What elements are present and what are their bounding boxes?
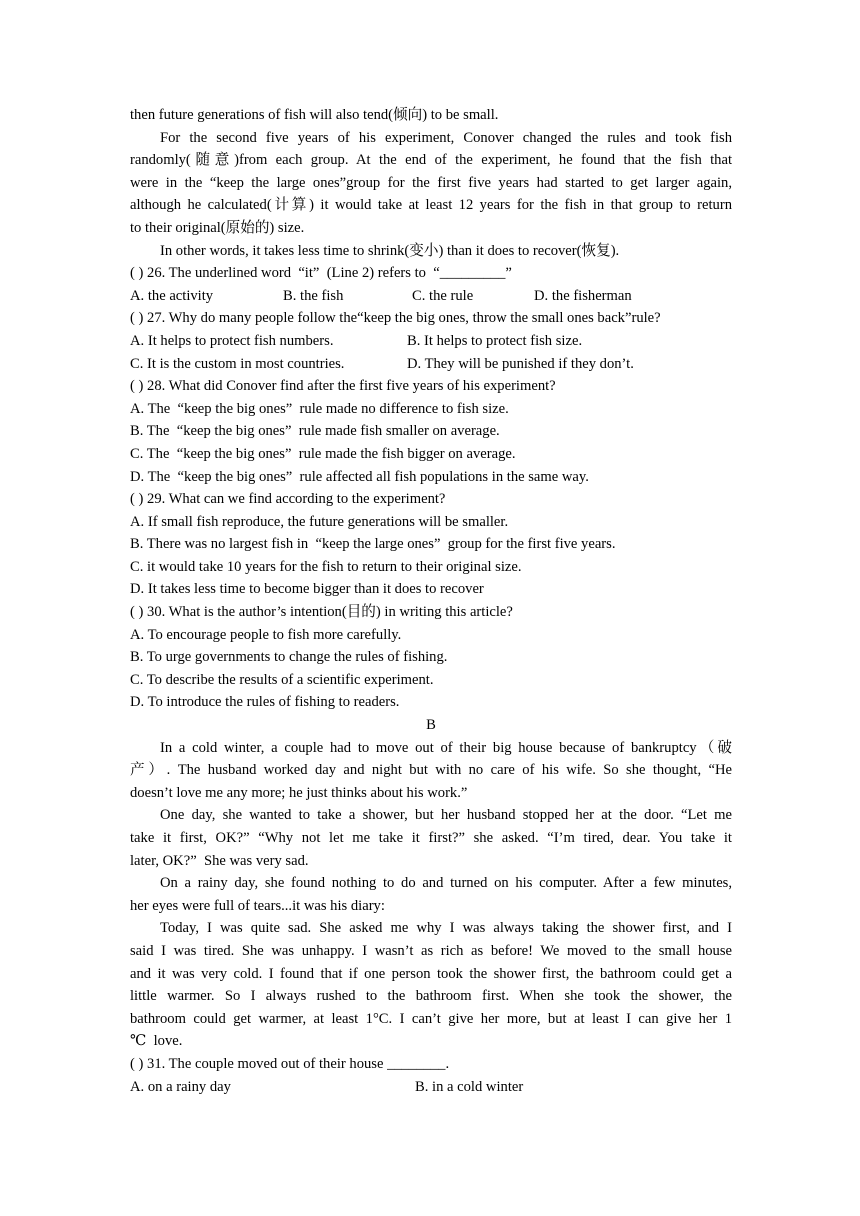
passage-line: were in the “keep the large ones”group for the first five years had started to get larger again,	[130, 174, 732, 191]
passage-line: little warmer. So I always rushed to the bathroom first. When she took the shower, the	[130, 988, 732, 1005]
options-26	[130, 285, 732, 308]
passage-line: randomly(随意)from each group. At the end of the experiment, he found that the fish that	[130, 152, 732, 169]
passage-line: In a cold winter, a couple had to move out of their big house because of bankruptcy（破	[160, 739, 732, 756]
option-b: B. in a cold winter	[415, 1078, 524, 1095]
option-c: C. To describe the results of a scientific experiment.	[130, 671, 434, 688]
passage-line: In other words, it takes less time to shrink(变小) than it does to recover(恢复).	[160, 242, 620, 259]
option-d: D. To introduce the rules of fishing to readers.	[130, 694, 400, 711]
options-31	[130, 1076, 732, 1099]
passage-line: Today, I was quite sad. She asked me why I was always taking the shower first, and I	[160, 920, 732, 937]
passage-line: 产）. The husband worked day and night but with no care of his wife. So she thought, “He	[130, 762, 732, 779]
passage-line: to their original(原始的) size.	[130, 219, 305, 236]
option-d: D. It takes less time to become bigger than it does to recover	[130, 581, 484, 598]
option-a: A. If small fish reproduce, the future generations will be smaller.	[130, 513, 509, 530]
passage-line: On a rainy day, she found nothing to do and turned on his computer. After a few minutes,	[160, 875, 732, 892]
option-b: B. To urge governments to change the rules of fishing.	[130, 649, 448, 666]
option-a: A. It helps to protect fish numbers.	[130, 332, 334, 349]
option-c: C. it would take 10 years for the fish to return to their original size.	[130, 558, 522, 575]
option-d: D. They will be punished if they don’t.	[407, 355, 634, 372]
options-27-row-2	[130, 353, 732, 376]
question-stem-27: ( ) 27. Why do many people follow the“keep the big ones, throw the small ones back”rule?	[130, 310, 661, 327]
passage-line: then future generations of fish will also tend(倾向) to be small.	[130, 107, 499, 123]
passage-line: although he calculated(计算) it would take at least 12 years for the fish in that group to return	[130, 197, 732, 214]
option-c: C. The “keep the big ones” rule made the fish bigger on average.	[130, 445, 516, 462]
option-a: A. the activity	[130, 287, 214, 304]
passage-line: said I was tired. She was unhappy. I wasn’t as rich as before! We moved to the small house	[130, 942, 732, 959]
option-b: B. the fish	[283, 287, 344, 304]
question-stem-26: ( ) 26. The underlined word “it” (Line 2) refers to “_________”	[130, 265, 512, 282]
option-a: A. The “keep the big ones” rule made no difference to fish size.	[130, 400, 509, 417]
option-b: B. There was no largest fish in “keep the large ones” group for the first five years.	[130, 536, 616, 553]
document-page	[130, 104, 732, 1098]
option-c: C. It is the custom in most countries.	[130, 355, 345, 372]
option-d: D. the fisherman	[534, 287, 632, 304]
passage-line: For the second five years of his experiment, Conover changed the rules and took fish	[160, 129, 732, 146]
option-b: B. It helps to protect fish size.	[407, 332, 583, 349]
passage-line: bathroom could get warmer, at least 1°C. I can’t give her more, but at least I can give her 1	[130, 1010, 732, 1027]
question-stem-28: ( ) 28. What did Conover find after the first five years of his experiment?	[130, 378, 556, 395]
question-stem-29: ( ) 29. What can we find according to the experiment?	[130, 491, 446, 508]
options-27-row-1	[130, 330, 732, 353]
option-c: C. the rule	[412, 287, 474, 304]
option-a: A. To encourage people to fish more carefully.	[130, 626, 402, 643]
passage-line: and it was very cold. I found that if one person took the shower first, the bathroom could get a	[130, 965, 732, 982]
passage-line: her eyes were full of tears...it was his diary:	[130, 897, 385, 914]
question-stem-31: ( ) 31. The couple moved out of their house ________.	[130, 1055, 450, 1072]
section-heading-b: B	[426, 717, 436, 734]
option-d: D. The “keep the big ones” rule affected all fish populations in the same way.	[130, 468, 589, 485]
option-b: B. The “keep the big ones” rule made fish smaller on average.	[130, 423, 500, 440]
passage-line: ℃ love.	[130, 1033, 183, 1050]
passage-line: later, OK?” She was very sad.	[130, 852, 309, 869]
question-stem-30: ( ) 30. What is the author’s intention(目的) in writing this article?	[130, 604, 513, 621]
option-a: A. on a rainy day	[130, 1078, 231, 1095]
passage-line: One day, she wanted to take a shower, but her husband stopped her at the door. “Let me	[160, 807, 732, 824]
passage-line: doesn’t love me any more; he just thinks about his work.”	[130, 784, 468, 801]
passage-line: take it first, OK?” “Why not let me take it first?” she asked. “I’m tired, dear. You take it	[130, 830, 732, 846]
